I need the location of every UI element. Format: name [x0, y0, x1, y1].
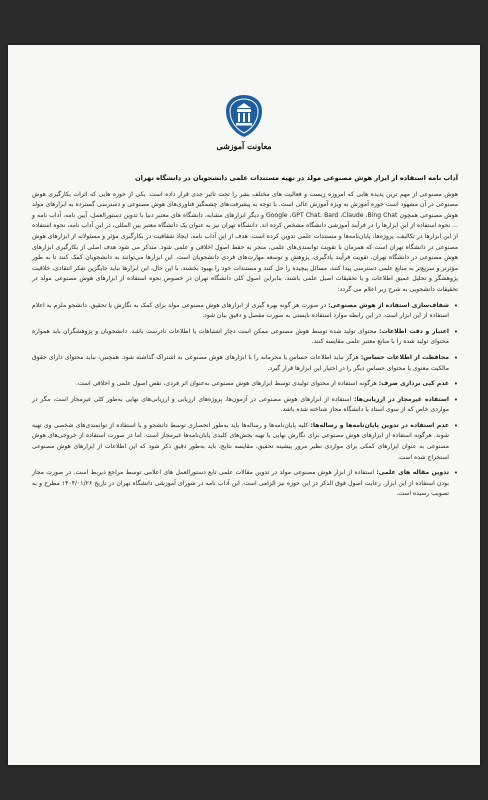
item-heading: تدوین مقاله های علمی:	[376, 469, 449, 477]
list-item	[32, 327, 458, 348]
university-logo-icon	[224, 93, 264, 139]
bullet-icon: •	[453, 327, 458, 336]
item-heading: استفاده غیرمجاز در ارزیابی‌ها:	[354, 395, 449, 403]
item-heading: محافظت از اطلاعات حساس:	[360, 353, 449, 361]
item-text: استفاده از ابزارهای هوش مصنوعی در آزمون‌ها، پروژه‌های ارزیابی و ارزیابی‌های نهایی به‌طور کلی غیرمجاز است، مگر در مواردی خاص که از سوی استاد یا دانشگاه مجاز شناخته شده باشد.	[32, 395, 449, 414]
item-text: هرگز نباید اطلاعات حساس یا محرمانه را با ابزارهای هوش مصنوعی به اشتراک گذاشته شود. همچنین، نباید محتوای دارای حقوق مالکیت معنوی یا محتوای حساس دیگر را در اختیار این ابزارها قرار گیرد.	[32, 353, 449, 372]
list-item	[32, 395, 458, 416]
item-heading: عدم استفاده در تدوین پایان‌نامه‌ها و رساله‌ها:	[310, 421, 449, 429]
list-item	[32, 468, 458, 500]
item-text: کلیه پایان‌نامه‌ها و رساله‌ها باید به‌طور انحصاری توسط دانشجو و با استفاده از توانمندی‌های شخصی وی تهیه شوند. هرگونه استفاده از ابزارهای هوش مصنوعی برای نگارش نهایی یا تهیه بخش‌های کلیدی پایان‌نامه‌ها غیرمجاز است. اما در صورت استفاده از خروجی‌های هوش مصنوعی به عنوان ابزارهای کمکی برای مواردی نظیر مرور پیشینه تحقیق، مقایسه نتایج، باید به‌طور دقیق ذکر شود که این اطلاعات از ابزارهای هوش مصنوعی استخراج شده است.	[32, 421, 449, 461]
rules-list	[32, 301, 458, 501]
list-item	[32, 353, 458, 374]
bullet-icon: •	[453, 469, 458, 478]
bullet-icon: •	[453, 353, 458, 362]
item-heading: عدم کپی برداری صرف:	[378, 380, 449, 388]
list-item	[32, 379, 458, 390]
list-item	[32, 301, 458, 322]
bullet-icon: •	[453, 380, 458, 389]
document-title: آداب نامه استفاده از ابزار هوش مصنوعی مولد در تهیه مستندات علمی دانشجویان در دانشگاه تهران	[135, 174, 458, 182]
item-text: محتوای تولید شده توسط هوش مصنوعی ممکن است دچار اشتباهات یا اطلاعات نادرست باشد. دانشجویان و پژوهشگران باید همواره محتوای تولید شده را با منابع معتبر علمی مقایسه کنند.	[32, 327, 449, 346]
item-heading: اعتبار و دقت اطلاعات:	[379, 327, 449, 335]
item-heading: شفاف‌سازی استفاده از هوش مصنوعی:	[328, 301, 449, 309]
item-text: استفاده از ابزار هوش مصنوعی مولد در تدوین مقالات علمی تابع دستورالعمل های اعلامی توسط مراجع ذیربط است. در صورت مجاز بودن استفاده از این ابزار، رعایت اصول فوق الذکر در این حوزه نیز الزامی است. این آداب نامه در شورای آموزشی دانشگاه تهران در تاریخ ۱۴۰۴/۰۱/۲۶ مطرح و به تصویب رسیده است.	[32, 469, 449, 498]
document-page	[8, 45, 480, 765]
bullet-icon: •	[453, 421, 458, 430]
department-name: معاونت آموزشی	[216, 141, 272, 151]
intro-paragraph: هوش مصنوعی از مهم ترین پدیده هایی که امروزه زیست و فعالیت های مختلف بشر را تحت تاثیر جدی قرار داده است. یکی از حوزه هایی که اثرات بکارگیری هوش مصنوعی در آن مشهود است حوزه آموزش به ویژه آموزش عالی است. با توجه به پیشرفت‌های چشمگیر فناوری‌های هوش مصنوعی و دسترسی گسترده به ابزارهای مولد هوش مصنوعی همچون Google ،GPT Chat، Bard ،Claude ،Bing Chat و دیگر ابزارهای مشابه، دانشگاه های معتبر دنیا با تدوین دستورالعمل، آیین نامه، آداب نامه و ... نحوه استفاده از این ابزارها را در فرآیند آموزشی دانشگاه مشخص کرده اند. دانشگاه تهران نیز به عنوان یک دانشگاه معتبر بین المللی، در این آداب نامه، نحوه استفاده از این ابزارها در تکالیف، پروژه‌ها، پایان‌نامه‌ها و مستندات علمی تدوین کرده است. هدف از این آداب نامه، ایجاد شفافیت در بکارگیری مؤثر و مسئولانه از ابزارهای هوش مصنوعی در دانشگاه تهران است که همزمان با تقویت توانمندی‌های علمی، منجر به حفظ اصول اخلاقی و علمی شود. متذکر می شود هدف اصلی از بکارگیری ابزارهای هوش مصنوعی در دانشگاه تهران، تقویت فرآیند یادگیری، پژوهش و توسعه مهارت‌های فردی دانشجویان است. این ابزارها می‌توانند به دانشجویان کمک کنند تا به طور مؤثرتر و سریع‌تر به منابع علمی دسترسی پیدا کنند، مسائل پیچیده را حل کنند و مستندات خود را بهبود بخشند. با این حال، این ابزارها نباید جایگزین تفکر انتقادی، خلاقیت پژوهشگر و تحلیل عمیق اطلاعات و یا تحقیقات اصیل علمی باشند. بنابراین اصول کلی دانشگاه تهران در خصوص نحوه استفاده از ابزارهای هوش مصنوعی مولد در تحقیقات دانشجویی به شرح زیر اعلام می گردد:	[32, 190, 459, 293]
bullet-icon: •	[453, 301, 458, 310]
document-header	[8, 93, 480, 151]
item-text: در صورت هر گونه بهره گیری از ابزارهای هوش مصنوعی مولد برای کمک به نگارش یا تحقیق، دانشجو ملزم به اعلام استفاده از این ابزار است. در این رابطه موارد استفاده بایستی به صورت مفصل و دقیق بیان شود.	[32, 301, 449, 320]
list-item	[32, 421, 458, 463]
document-body	[32, 173, 458, 751]
item-text: هرگونه استفاده از محتوای تولیدی توسط ابزارهای هوش مصنوعی به‌عنوان اثر فردی، نقض اصول علمی و اخلاقی است.	[76, 380, 379, 388]
bullet-icon: •	[453, 395, 458, 404]
